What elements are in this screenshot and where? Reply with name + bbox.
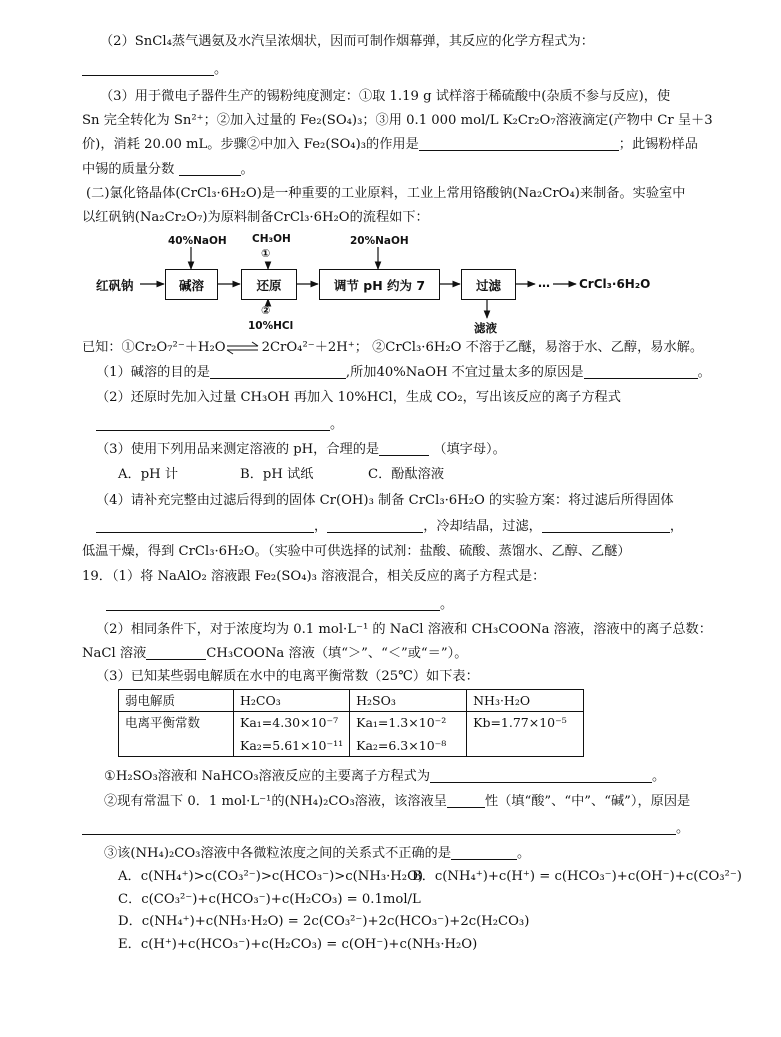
q19-sub2-answer: 。 bbox=[82, 820, 689, 838]
q3-line-4: 中锡的质量分数 。 bbox=[82, 162, 254, 177]
flow-ellipsis: … bbox=[538, 276, 550, 290]
sub4-line-2: ， ，冷却结晶，过滤， ， bbox=[96, 518, 683, 536]
sub3-option-b: B．pH 试纸 bbox=[240, 467, 314, 482]
answer-blank[interactable] bbox=[379, 441, 429, 456]
q3-line-2: Sn 完全转化为 Sn²⁺；②加入过量的 Fe₂(SO₄)₃；③用 0.1 000 mol/L K₂Cr₂O₇溶液滴定(产物中 Cr 呈＋3 bbox=[82, 113, 713, 128]
flow-mark-1: ① bbox=[261, 247, 271, 260]
table-cell-h2so3 bbox=[350, 712, 467, 757]
flow-start-label: 红矾钠 bbox=[96, 278, 134, 293]
q2-answer-line: 。 bbox=[82, 61, 227, 79]
sub4-line-1: （4）请补充完整由过滤后得到的固体 Cr(OH)₃ 制备 CrCl₃·6H₂O 的实验方案：将过滤后所得固体 bbox=[96, 493, 674, 508]
table-row bbox=[119, 712, 584, 757]
sub4-line-3: 低温干燥，得到 CrCl₃·6H₂O。（实验中可供选择的试剂：盐酸、硫酸、蒸馏水、乙醇、乙醚） bbox=[82, 544, 631, 559]
ka1-h2so3: Ka₁=1.3×10⁻² bbox=[356, 715, 447, 730]
answer-blank[interactable] bbox=[82, 820, 676, 835]
q19-option-c: C．c(CO₃²⁻)+c(HCO₃⁻)+c(H₂CO₃) = 0.1mol/L bbox=[118, 892, 421, 907]
flow-step-filter: 过滤 bbox=[461, 269, 516, 300]
flow-mark-2: ② bbox=[261, 304, 271, 317]
q19-option-d: D．c(NH₄⁺)+c(NH₃·H₂O) = 2c(CO₃²⁻)+2c(HCO₃⁻)+2c(H₂CO₃) bbox=[118, 914, 530, 929]
ionization-constant-table bbox=[118, 689, 584, 757]
answer-blank[interactable] bbox=[451, 845, 517, 860]
ka2-h2so3: Ka₂=6.3×10⁻⁸ bbox=[356, 738, 447, 753]
answer-blank[interactable] bbox=[96, 416, 330, 431]
table-cell-h2co3 bbox=[234, 712, 350, 757]
q19-option-b: B．c(NH₄⁺)+c(H⁺) = c(HCO₃⁻)+c(OH⁻)+c(CO₃²⁻) bbox=[412, 869, 742, 884]
q19-part1-line: 19．（1）将 NaAlO₂ 溶液跟 Fe₂(SO₄)₃ 溶液混合，相关反应的离子方程式是： bbox=[82, 569, 546, 584]
flow-step-adjust-ph: 调节 pH 约为 7 bbox=[319, 269, 440, 300]
q19-part1-answer: 。 bbox=[106, 596, 453, 614]
q3-line-3: 价)，消耗 20.00 mL。步骤②中加入 Fe₂(SO₄)₃的作用是 ；此锡粉样品 bbox=[82, 137, 698, 152]
flow-output-filtrate: 滤液 bbox=[474, 321, 497, 335]
ka1-h2co3: Ka₁=4.30×10⁻⁷ bbox=[240, 715, 339, 730]
table-header-row bbox=[119, 690, 584, 712]
known-info-line: 已知：①Cr₂O₇²⁻＋H₂O 2CrO₄²⁻＋2H⁺； ②CrCl₃·6H₂O 不溶于乙醚，易溶于水、乙醇，易水解。 bbox=[82, 340, 704, 355]
flow-product-label: CrCl₃·6H₂O bbox=[579, 277, 651, 291]
table-header: 弱电解质 bbox=[119, 690, 234, 712]
flow-input-40-naoh: 40%NaOH bbox=[168, 235, 227, 247]
answer-blank[interactable] bbox=[96, 518, 314, 533]
flow-input-ch3oh: CH₃OH bbox=[252, 233, 291, 245]
answer-blank[interactable] bbox=[106, 596, 440, 611]
flow-step-reduce: 还原 bbox=[241, 269, 297, 300]
answer-blank[interactable] bbox=[542, 518, 670, 533]
q19-part2-line: （2）相同条件下，对于浓度均为 0.1 mol·L⁻¹ 的 NaCl 溶液和 CH₃COONa 溶液，溶液中的离子总数： bbox=[96, 622, 712, 637]
q3-line-1: （3）用于微电子器件生产的锡粉纯度测定：①取 1.19 g 试样溶于稀硫酸中(杂质不参与反应)，使 bbox=[100, 89, 671, 104]
table-header: H₂CO₃ bbox=[234, 690, 350, 712]
table-header: NH₃·H₂O bbox=[467, 690, 584, 712]
part2-intro-2: 以红矾钠(Na₂Cr₂O₇)为原料制备CrCl₃·6H₂O的流程如下： bbox=[82, 210, 429, 225]
answer-blank[interactable] bbox=[584, 364, 698, 379]
answer-blank[interactable] bbox=[447, 793, 485, 808]
q2-sncl4-line: （2）SnCl₄蒸气遇氨及水汽呈浓烟状，因而可制作烟幕弹，其反应的化学方程式为： bbox=[100, 34, 594, 49]
flow-input-10-hcl: 10%HCl bbox=[248, 320, 294, 332]
sub3-option-c: C．酚酞溶液 bbox=[368, 467, 445, 482]
ka2-h2co3: Ka₂=5.61×10⁻¹¹ bbox=[240, 738, 344, 753]
sub3-line: （3）使用下列用品来测定溶液的 pH，合理的是 （填字母）。 bbox=[96, 442, 506, 457]
sub2-line: （2）还原时先加入过量 CH₃OH 再加入 10%HCl，生成 CO₂，写出该反应的离子方程式 bbox=[96, 390, 621, 405]
q19-sub2-line: ②现有常温下 0．1 mol·L⁻¹的(NH₄)₂CO₃溶液，该溶液呈 性（填“酸”、“中”、“碱”），原因是 bbox=[104, 794, 691, 809]
q19-option-a: A．c(NH₄⁺)>c(CO₃²⁻)>c(HCO₃⁻)>c(NH₃·H₂O) bbox=[118, 869, 424, 884]
q19-sub3-line: ③该(NH₄)₂CO₃溶液中各微粒浓度之间的关系式不正确的是 。 bbox=[104, 846, 531, 861]
q19-part2-compare: NaCl 溶液 CH₃COONa 溶液（填“＞”、“＜”或“＝”）。 bbox=[82, 646, 468, 661]
answer-blank[interactable] bbox=[327, 518, 423, 533]
answer-blank[interactable] bbox=[430, 768, 652, 783]
sub3-option-a: A．pH 计 bbox=[118, 467, 179, 482]
answer-blank[interactable] bbox=[210, 364, 346, 379]
table-cell-nh3: Kb=1.77×10⁻⁵ bbox=[467, 712, 584, 757]
table-header: H₂SO₃ bbox=[350, 690, 467, 712]
q19-part3-line: （3）已知某些弱电解质在水中的电离平衡常数（25℃）如下表： bbox=[96, 669, 479, 684]
part2-intro-1: (二)氯化铬晶体(CrCl₃·6H₂O)是一种重要的工业原料，工业上常用铬酸钠(Na₂CrO₄)来制备。实验室中 bbox=[86, 186, 686, 201]
flow-step-alkali-dissolve: 碱溶 bbox=[165, 269, 218, 300]
q19-sub1-line: ①H₂SO₃溶液和 NaHCO₃溶液反应的主要离子方程式为 。 bbox=[104, 769, 666, 784]
table-row-label: 电离平衡常数 bbox=[119, 712, 234, 757]
answer-blank[interactable] bbox=[146, 645, 206, 660]
flow-input-20-naoh: 20%NaOH bbox=[350, 235, 409, 247]
sub2-answer-line: 。 bbox=[96, 416, 343, 434]
sub1-line: （1）碱溶的目的是 ,所加40%NaOH 不宜过量太多的原因是 。 bbox=[96, 365, 711, 380]
q19-option-e: E．c(H⁺)+c(HCO₃⁻)+c(H₂CO₃) = c(OH⁻)+c(NH₃·H₂O) bbox=[118, 937, 478, 952]
